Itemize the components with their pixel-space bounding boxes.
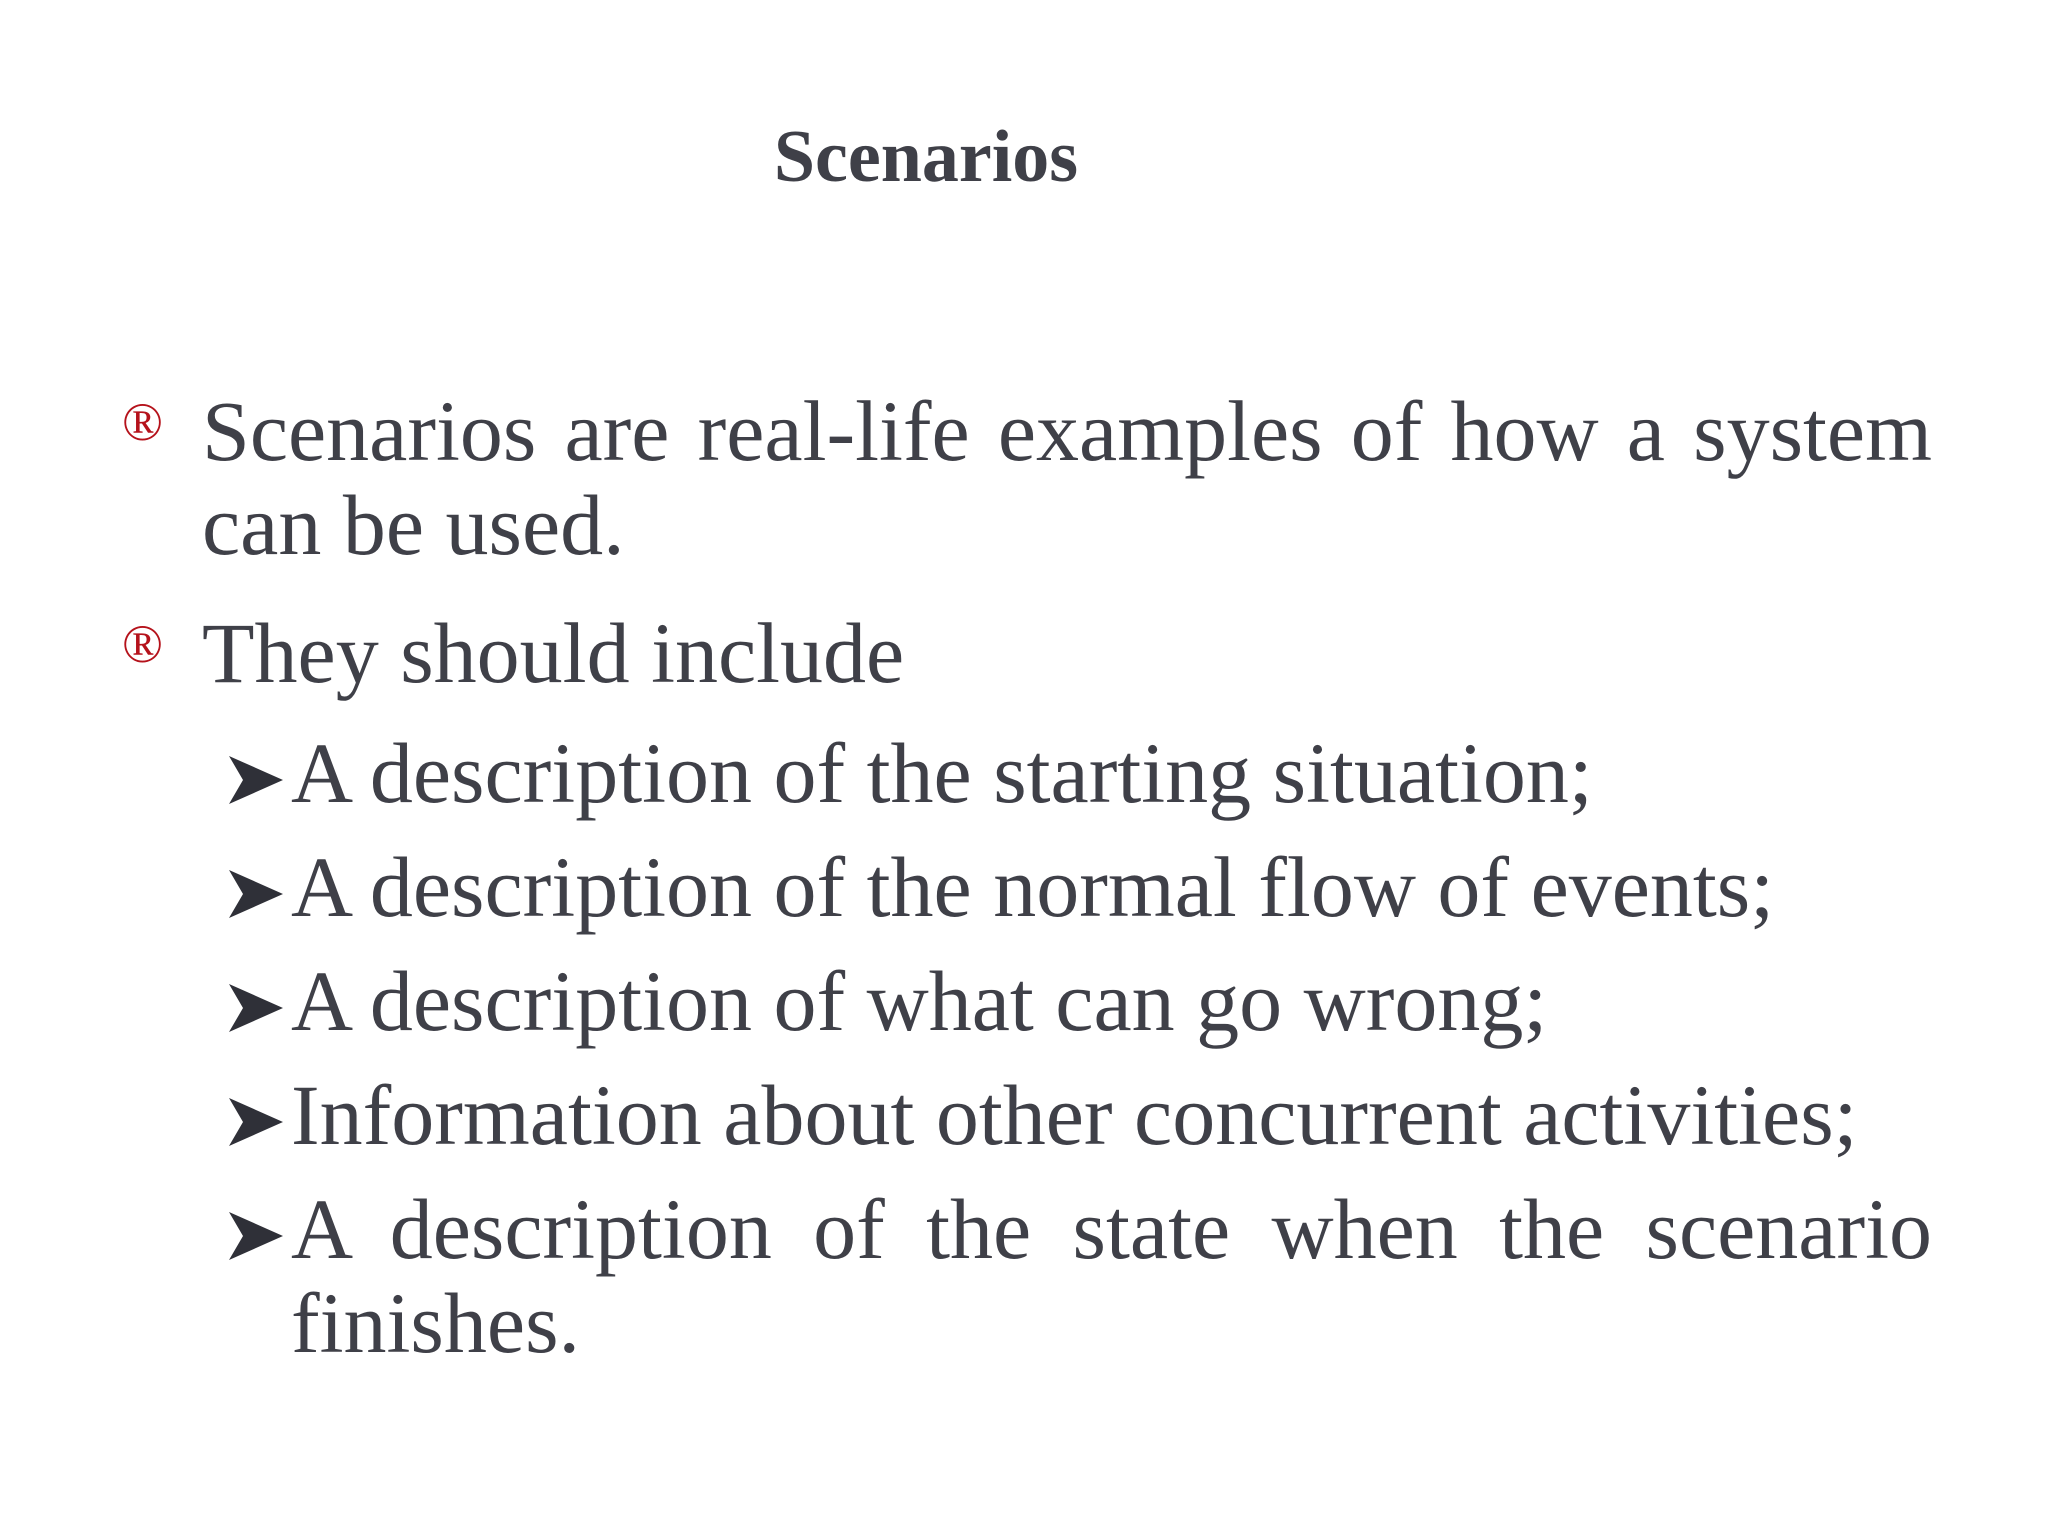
sub-bullet-item <box>225 954 1932 1048</box>
sub-bullet-text: A description of the normal flow of events; <box>291 839 1775 935</box>
arrowhead-bullet-icon <box>225 866 287 922</box>
slide-title: Scenarios <box>773 116 1079 198</box>
sub-bullet-item <box>225 726 1932 820</box>
registered-mark-icon: ® <box>122 392 164 452</box>
registered-mark-icon: ® <box>122 614 164 674</box>
sub-bullet-text: Information about other concurrent activities; <box>291 1067 1858 1163</box>
sub-bullet-text: A description of the starting situation; <box>291 725 1593 821</box>
bullet-text: They should include <box>202 605 905 701</box>
sub-bullet-text: A description of what can go wrong; <box>291 953 1548 1049</box>
sub-bullet-item <box>225 840 1932 934</box>
arrowhead-bullet-icon <box>225 1094 287 1150</box>
bullet-text: Scenarios are real-life examples of how a system can be used. <box>202 383 1932 573</box>
sub-bullet-item <box>225 1068 1932 1162</box>
bullet-item <box>122 606 1932 700</box>
bullet-item <box>122 384 1932 572</box>
arrowhead-bullet-icon <box>225 1208 287 1264</box>
arrowhead-bullet-icon <box>225 980 287 1036</box>
sub-bullet-item <box>225 1182 1932 1370</box>
sub-bullet-text: A description of the state when the scenario finishes. <box>291 1181 1932 1371</box>
arrowhead-bullet-icon <box>225 752 287 808</box>
